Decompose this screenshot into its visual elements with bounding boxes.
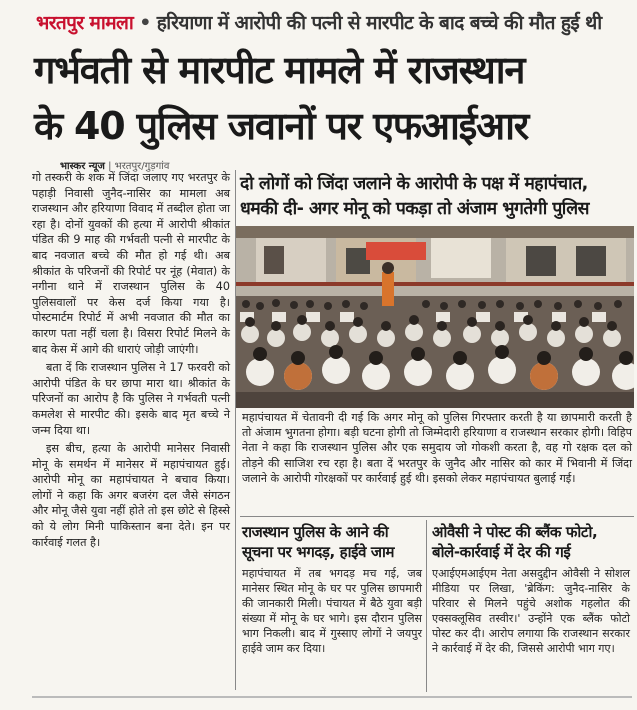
box-left-head-1: राजस्थान पुलिस के आने की — [242, 523, 389, 541]
crowd-photo-icon — [236, 226, 634, 408]
kicker — [36, 8, 632, 38]
subhead-line-2: धमकी दी- अगर मोनू को पकड़ा तो अंजाम भुगतेगी पुलिस — [240, 199, 589, 219]
kicker-text: हरियाणा में आरोपी की पत्नी से मारपीट के बाद बच्चे की मौत हुई थी — [156, 12, 602, 34]
caption-text: महापंचायत में चेतावनी दी गई कि अगर मोनू को पुलिस गिरफ्तार करती है या छापमारी करती है तो अंजाम भुगतना होगा। बड़ी घटना होगी तो जिम्मेदारी हरियाणा व राजस्थान सरकार होगी। विहिप नेता ने कहा कि राजस्थान पुलिस और एक समुदाय जो गोकशी करता है, वह गो रक्षक दल को तोड़ने की साजिश रच रहा है। बता दें भरतपुर के जुनैद और नासिर को कार में भिवानी में जिंदा जलाने के आरोपी गोरक्षकों पर कार्रवाई हुई थी। इसको लेकर महापंचायत बुलाई गई। — [242, 411, 632, 485]
caption-body — [242, 410, 632, 486]
section-divider — [240, 516, 634, 517]
box-right-head-1: ओवैसी ने पोस्ट की ब्लैंक फोटो, — [432, 523, 598, 541]
byline-agency: भास्कर न्यूज — [60, 161, 105, 172]
headline-line-1: गर्भवती से मारपीट मामले में राजस्थान — [34, 48, 525, 92]
headline — [34, 42, 634, 154]
byline: भास्कर न्यूज | भरतपुर/गुड़गांव — [60, 161, 170, 172]
box-left-text: महापंचायत में तब भगदड़ मच गई, जब मानेसर स्थित मोनू के घर पर पुलिस छापमारी की जानकारी मिली। पंचायत में बैठे युवा बड़ी संख्या में मोनू के घर भागे। इस दौरान पुलिस भाग निकली। बाद में गुस्साए लोगों ने जयपुर हाईवे जाम कर दिया। — [242, 567, 422, 655]
box-left-headline — [242, 522, 424, 562]
subhead — [240, 172, 634, 222]
kicker-bullet: • — [139, 12, 151, 34]
box-right-headline — [432, 522, 632, 562]
box-left-body — [242, 566, 422, 656]
box-right-head-2: बोले-कार्रवाई में देर की गई — [432, 543, 571, 561]
headline-line-2: के 40 पुलिस जवानों पर एफआईआर — [34, 104, 529, 148]
kicker-place: भरतपुर मामला — [36, 12, 134, 34]
box-right-text: एआईएमआईएम नेता असदुद्दीन ओवैसी ने सोशल मीडिया पर लिखा, 'ब्रेकिंग: जुनैद-नासिर के परिवार से मिलने पहुंचे अशोक गहलोत की एक्सक्लूसिव तस्वीर।' उन्होंने एक ब्लैंक फोटो पोस्ट कर दी। आरोप लगाया कि राजस्थान सरकार ने कार्रवाई में देर की, जिससे आरोपी भाग गए। — [432, 567, 630, 655]
byline-places: भरतपुर/गुड़गांव — [114, 161, 170, 172]
left-paragraph-1: गो तस्करी के शक में जिंदा जलाए गए भरतपुर के पहाड़ी निवासी जुनैद-नासिर का मामला अब राजस्थान और हरियाणा विवाद में तब्दील होता जा रहा है। दोनों युवकों की हत्या में आरोपी श्रीकांत पंडित की 9 माह की गर्भवती पत्नी से मारपीट के बाद नवजात बच्चे की मौत हो गई थी। अब श्रीकांत के परिजनों की रिपोर्ट पर नूंह (मेवात) के नगीना थाने में राजस्थान पुलिस के 40 पुलिसवालों पर केस दर्ज किया गया है। पोस्टमार्टम रिपोर्ट में अभी नवजात की मौत का कारण पता नहीं चला है। विसरा रिपोर्ट मिलने के बाद केस में आगे की धाराएं जोड़ी जाएंगी। — [32, 171, 230, 356]
box-left-head-2: सूचना पर भगदड़, हाईवे जाम — [242, 543, 395, 561]
left-column — [32, 170, 230, 710]
box-right-body — [432, 566, 630, 656]
footer-rule — [32, 696, 632, 698]
subhead-line-1: दो लोगों को जिंदा जलाने के आरोपी के पक्ष में महापंचात, — [240, 174, 588, 194]
box-divider — [426, 520, 427, 692]
mahapanchayat-photo — [236, 226, 634, 408]
left-paragraph-2: बता दें कि राजस्थान पुलिस ने 17 फरवरी को आरोपी पंडित के घर छापा मारा था। श्रीकांत के परिजनों का आरोप है कि पुलिस ने गर्भवती पत्नी कमलेश से मारपीट की। इसके बाद मृत बच्चे ने जन्म दिया था। — [32, 361, 230, 437]
left-paragraph-3: इस बीच, हत्या के आरोपी मानेसर निवासी मोनू के समर्थन में मानेसर में महापंचायत हुई। आरोपी मोनू का महापंचायत ने बचाव किया। लोगों ने कहा कि अगर बजरंग दल जैसे संगठन और मोनू जैसे युवा नहीं होते तो इस छोटे से हिस्से को ये लोग मिनी पाकिस्तान बना देते। इन पर कार्रवाई गलत है। — [32, 442, 230, 549]
